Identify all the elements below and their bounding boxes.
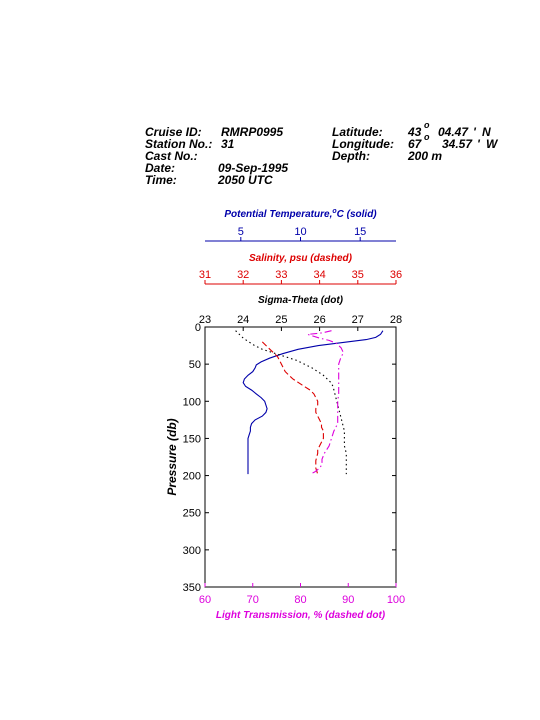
latitude-degrees: 43 <box>408 125 422 139</box>
pressure-tick-label: 50 <box>188 359 201 372</box>
sigma-tick-label: 23 <box>198 314 212 326</box>
sigma-tick-label: 27 <box>351 314 364 326</box>
sigma-axis-label: Sigma-Theta (dot) <box>258 295 343 306</box>
pressure-tick-label: 250 <box>182 507 201 520</box>
time-value: 2050 UTC <box>218 173 273 187</box>
pressure-axis-label: Pressure (db) <box>165 418 179 496</box>
salinity-tick-label: 36 <box>389 269 403 281</box>
station-label: Station No.: <box>145 137 213 151</box>
cast-label: Cast No.: <box>145 149 198 163</box>
transmission-tick-label: 100 <box>386 594 406 606</box>
date-label: Date: <box>145 161 176 175</box>
plot-frame <box>205 327 396 587</box>
longitude-hemisphere: W <box>486 137 498 151</box>
time-label: Time: <box>145 173 177 187</box>
transmission-tick-label: 80 <box>294 594 307 606</box>
longitude-degrees: 67 <box>408 137 422 151</box>
latitude-degree-symbol: o <box>424 120 430 130</box>
latitude-minute-symbol: ' <box>473 125 476 139</box>
longitude-label: Longitude: <box>332 137 394 151</box>
longitude-degree-symbol: o <box>424 132 430 142</box>
station-value: 31 <box>221 137 235 151</box>
temperature-axis-label: Potential Temperature,$^o$C (solid) <box>224 208 377 220</box>
transmission-tick-label: 60 <box>198 594 212 606</box>
pressure-tick-label: 300 <box>182 544 201 557</box>
salinity-profile-line <box>262 342 323 474</box>
pressure-tick-label: 350 <box>182 582 201 594</box>
pressure-tick-label: 200 <box>182 470 201 483</box>
latitude-label: Latitude: <box>332 125 383 139</box>
temperature-profile-line <box>243 331 383 474</box>
sigma-tick-label: 24 <box>237 314 250 326</box>
chart-series <box>236 331 383 474</box>
salinity-tick-label: 31 <box>198 269 212 281</box>
salinity-tick-label: 32 <box>237 269 250 281</box>
temperature-tick-label: 15 <box>354 226 367 238</box>
pressure-tick-label: 150 <box>182 433 201 446</box>
latitude-hemisphere: N <box>482 125 491 139</box>
pressure-tick-label: 100 <box>182 396 201 409</box>
longitude-minute-symbol: ' <box>477 137 480 151</box>
salinity-tick-label: 34 <box>313 269 326 281</box>
pressure-tick-label: 0 <box>194 322 201 334</box>
transmission-profile-line <box>308 331 344 474</box>
salinity-tick-label: 33 <box>275 269 288 281</box>
sigma-tick-label: 28 <box>389 314 403 326</box>
chart-axes <box>165 208 405 621</box>
cruise-id-label: Cruise ID: <box>145 125 202 139</box>
sigma-profile-line <box>236 331 347 474</box>
depth-value: 200 m <box>408 149 443 163</box>
sigma-tick-label: 26 <box>313 314 326 326</box>
transmission-axis-label: Light Transmission, % (dashed dot) <box>215 610 386 621</box>
depth-label: Depth: <box>332 149 370 163</box>
transmission-tick-label: 90 <box>342 594 355 606</box>
sigma-tick-label: 25 <box>275 314 288 326</box>
transmission-tick-label: 70 <box>246 594 259 606</box>
salinity-tick-label: 35 <box>351 269 364 281</box>
temperature-tick-label: 10 <box>294 226 307 238</box>
cruise-id-value: RMRP0995 <box>221 125 284 139</box>
latitude-minutes: 04.47 <box>438 125 469 139</box>
temperature-tick-label: 5 <box>237 226 244 238</box>
salinity-axis-label: Salinity, psu (dashed) <box>249 253 352 264</box>
longitude-minutes: 34.57 <box>442 137 473 151</box>
date-value: 09-Sep-1995 <box>218 161 289 175</box>
